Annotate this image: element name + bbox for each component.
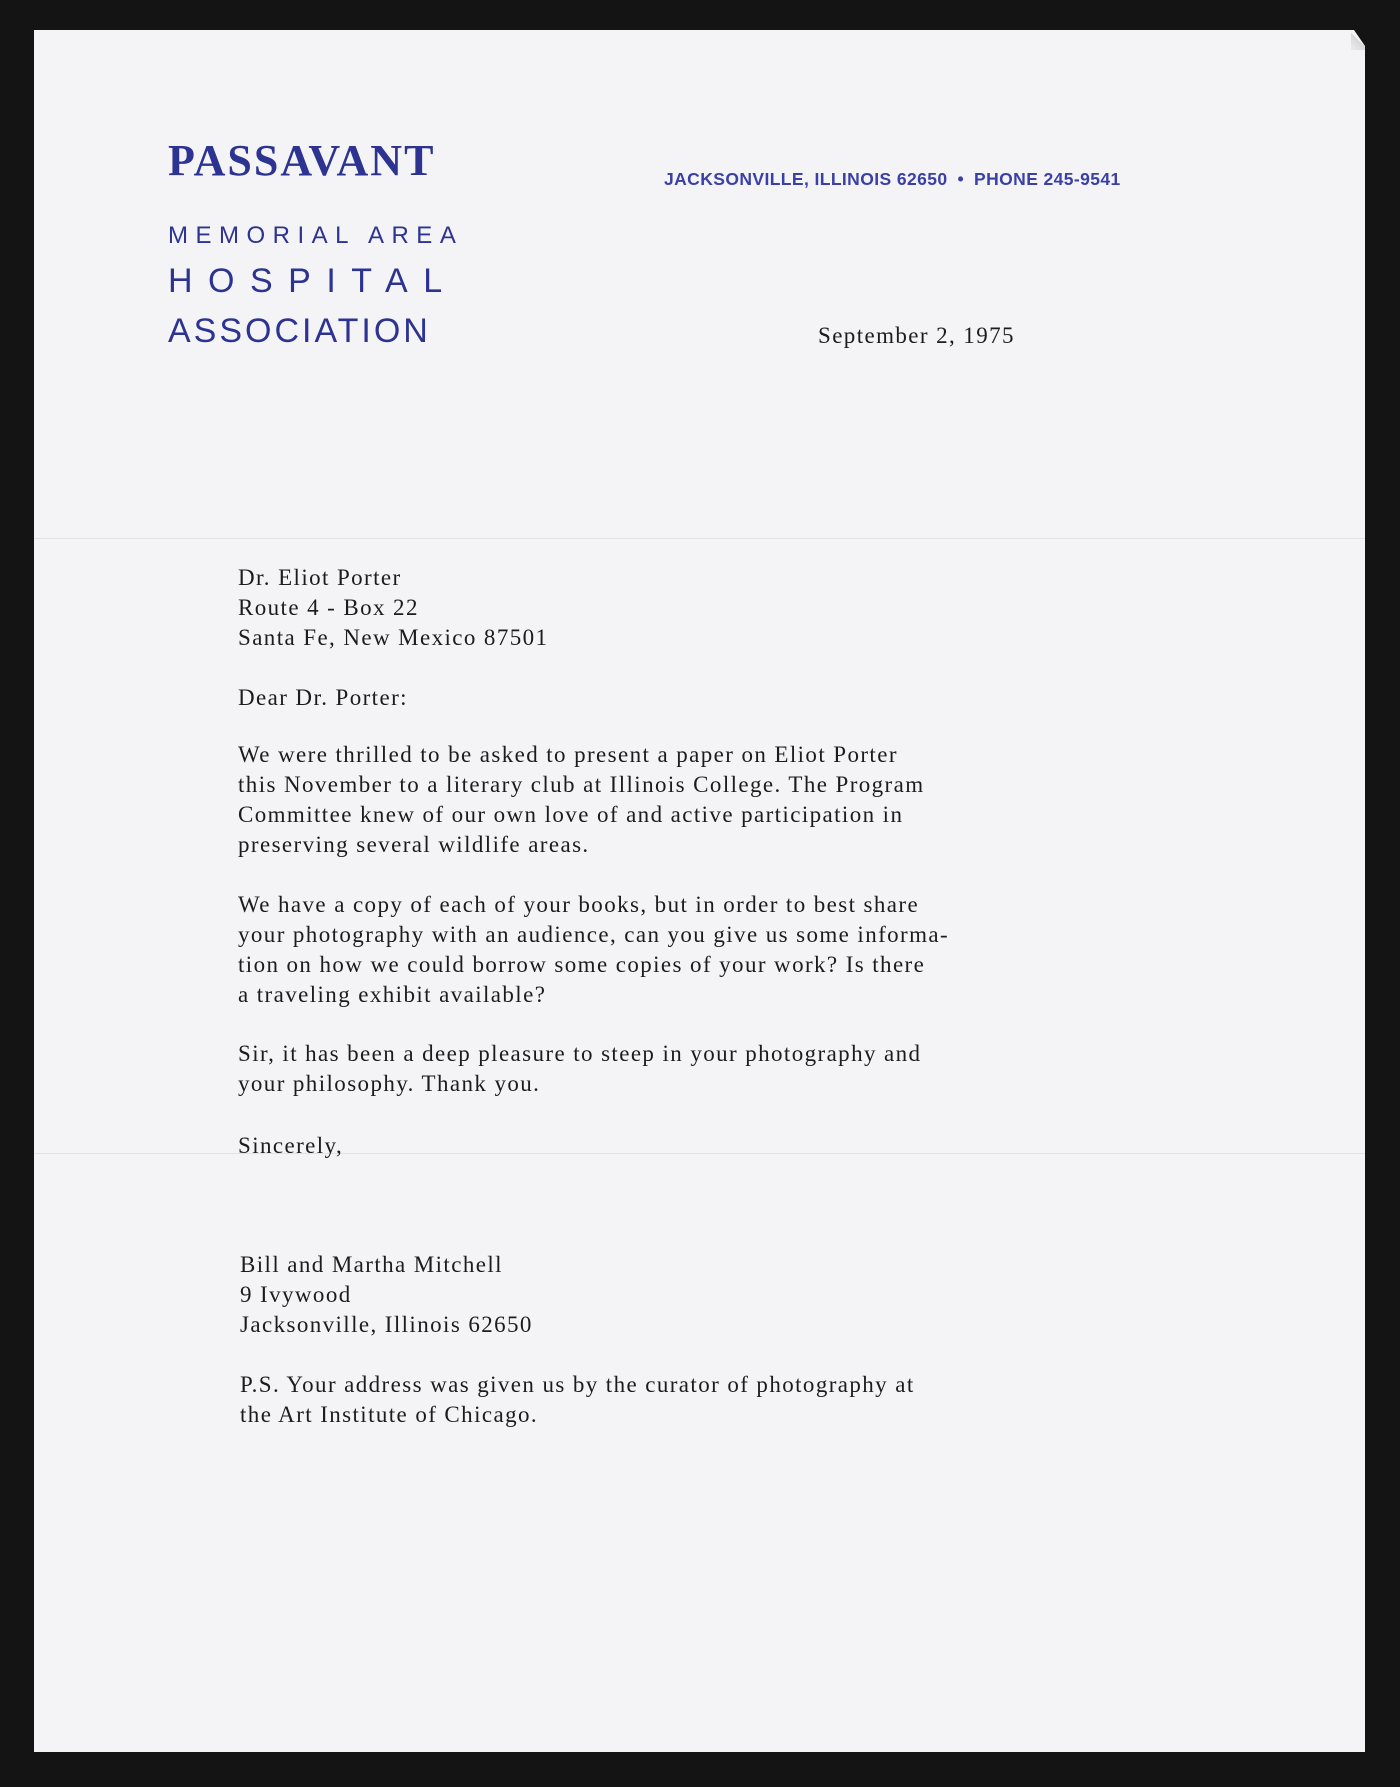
salutation: Dear Dr. Porter: [238, 685, 408, 710]
letterhead-association: ASSOCIATION [168, 312, 431, 350]
letterhead-name: PASSAVANT [168, 136, 436, 185]
body-paragraph-3 [238, 1039, 921, 1099]
letterhead-phone: PHONE 245-9541 [974, 169, 1121, 189]
letter-date: September 2, 1975 [818, 323, 1015, 348]
paragraph-line: We have a copy of each of your books, but in order to best share [238, 892, 920, 917]
paragraph-line: preserving several wildlife areas. [238, 832, 590, 857]
fold-crease [34, 1153, 1365, 1154]
postscript [240, 1370, 915, 1430]
recipient-line: Santa Fe, New Mexico 87501 [238, 625, 549, 650]
paragraph-line: We were thrilled to be asked to present a paper on Eliot Porter [238, 742, 898, 767]
page-corner [1351, 30, 1365, 50]
closing: Sincerely, [238, 1133, 344, 1158]
bullet-separator: • [957, 169, 965, 189]
letterhead-memorial-area: MEMORIAL AREA [168, 222, 464, 249]
body-paragraph-2 [238, 890, 949, 1010]
sender-line: 9 Ivywood [240, 1282, 352, 1307]
recipient-address [238, 563, 548, 653]
postscript-line: the Art Institute of Chicago. [240, 1402, 539, 1427]
paragraph-line: tion on how we could borrow some copies of your work? Is there [238, 952, 926, 977]
paragraph-line: a traveling exhibit available? [238, 982, 547, 1007]
letterhead-contact [664, 169, 1121, 190]
postscript-line: P.S. Your address was given us by the curator of photography at [240, 1372, 915, 1397]
body-paragraph-1 [238, 740, 925, 860]
fold-crease [34, 538, 1365, 539]
paragraph-line: this November to a literary club at Illinois College. The Program [238, 772, 925, 797]
paragraph-line: your philosophy. Thank you. [238, 1071, 541, 1096]
recipient-line: Route 4 - Box 22 [238, 595, 419, 620]
paragraph-line: your photography with an audience, can you give us some informa- [238, 922, 950, 947]
paragraph-line: Sir, it has been a deep pleasure to steep in your photography and [238, 1041, 922, 1066]
sender-address [240, 1250, 533, 1340]
sender-line: Bill and Martha Mitchell [240, 1252, 503, 1277]
letterhead-address: JACKSONVILLE, ILLINOIS 62650 [664, 169, 948, 189]
sender-line: Jacksonville, Illinois 62650 [240, 1312, 533, 1337]
letterhead-hospital: HOSPITAL [168, 262, 458, 300]
recipient-line: Dr. Eliot Porter [238, 565, 402, 590]
paragraph-line: Committee knew of our own love of and active participation in [238, 802, 904, 827]
